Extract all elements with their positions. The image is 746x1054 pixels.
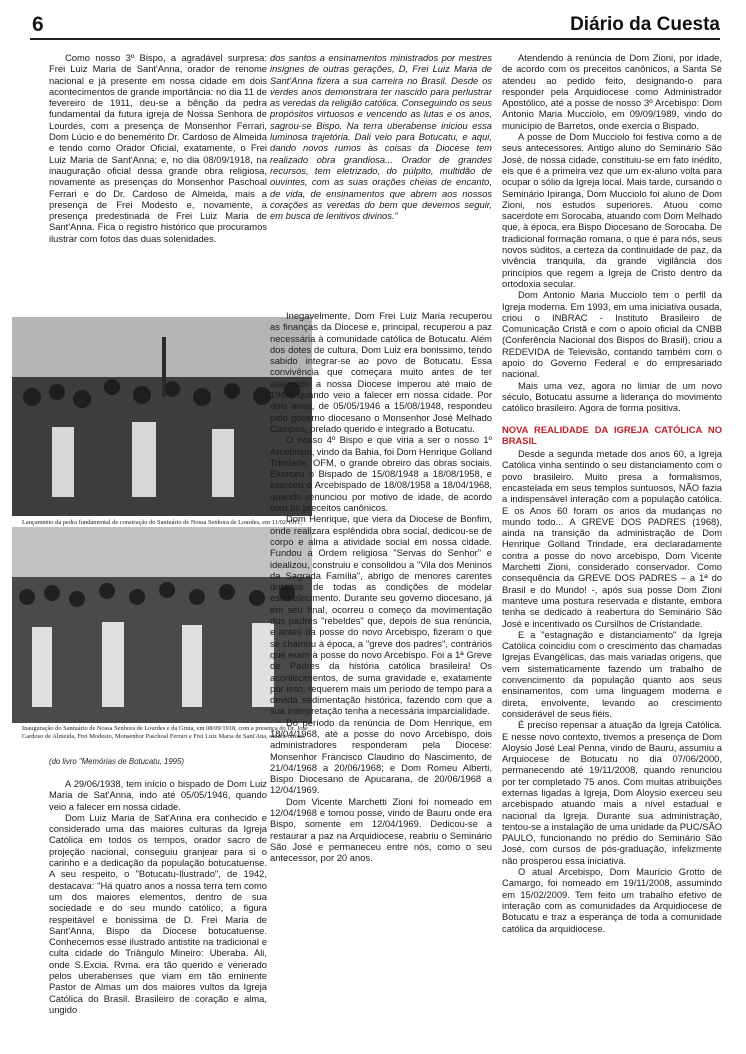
source-note: (do livro "Memórias de Botucatu, 1995) [49, 757, 184, 766]
quote-continuation: dos santos a ensinamentos ministrados por mestres insignes de outras gerações, D, Frei Luiz Maria de Sant'Anna fizera a sua carreira no Brasil. Desde os verdes anos demonstrara ter nascido para perlustrar as veredas da religião católica. Conseguindo os seus propósitos virtuosos e vencendo as lutas e os anos, sagrou-se Bispo. Na terra uberabense iniciou essa luminosa trajetória. Dali veio para Botucatu, e aqui, dando novos rumos às coisas da Diocese tem realizado obra grandiosa... Orador de grandes recursos, tem eletrizado, do púlpito, multidão de ouvintes, com as suas orações cheias de encanto, de vida, de ensinamentos que abrem aos nossos corações as veredas do bem que devemos seguir, em busca de lenitivos divinos." [270, 52, 492, 222]
column-3 [502, 52, 722, 1047]
paragraph: A posse de Dom Mucciolo foi festiva como a de seus antecessores. Antigo aluno do Seminário São José, de nossa cidade, constituiu-se em fato inédito, eis que é a primeira vez que um ex-aluno volta para ocupar o sólio da Igreja local. Mais tarde, cursando o Seminário Ipiranga, Dom Mucciolo foi aluno de Dom Zioni, nos estudos superiores. Atuou como sacerdote em Sorocaba, atuando com Dom Melhado que, à época, era Bispo Diocesano de Sorocaba. De tradicional formação romana, o que é para nós, seus novos súditos, a certeza da continuidade de paz, da vivência tranquila, da grande vigilância dos princípios que regem a Igreja de Cristo dentro da ortodoxia secular. [502, 131, 722, 289]
page-number: 6 [32, 13, 44, 36]
section-heading: NOVA REALIDADE DA IGREJA CATÓLICA NO BRASIL [502, 423, 722, 446]
column-2 [270, 310, 492, 1047]
paragraph: Atendendo à renúncia de Dom Zioni, por idade, de acordo com os preceitos canônicos, a Santa Sé atendeu ao pedido feito, designando-o para responder pela Arquidiocese como Administrador Apostólico, até a posse de nosso 3º Arcebispo: Dom Antonio Maria Mucciolo, em 09/09/1989, vindo do município de Barretos, onde exercia o Bispado. [502, 52, 722, 131]
page-header [30, 12, 720, 40]
inauguration-photo-image [12, 527, 312, 723]
photo-2-caption: Inauguração do Santuário de Nossa Senhora de Lourdes e da Gruta, em 08/09/1918, com a presença do Dr. José Cardoso de Almeida, Frei Modesto, Monsenhor Paschoal Ferrari e Frei Luiz Maria de Sant'Ana, orador oficial. [22, 725, 308, 740]
paragraph: Dom Luiz Maria de Sat'Anna era conhecido e considerado uma das maiores culturas da Igreja Católica em todos os tempos, orador sacro de projeção nacional, conseguiu granjear para si o carinho e a dedicação da população botucatuense. A seu respeito, o "Botucatu-Ilustrado", de 1942, destacava: "Há quatro anos a nossa terra tem como um dos maiores elementos, dentro de sua sociedade e do seu mundo católico, a figura respeitável e bonissima de D. Frei Maria de Sant'Anna, Bispo da Diocese botucatuense. Conhecemos esse ilustrado antistite na tradicional e culta cidade do Triângulo Mineiro: Uberaba. Ali, onde S.Excia. Rvma. era tão querido e venerado pelos uberabenses que viam em tão eminente Pastor de Almas um dos maiores vultos da Igreja Católica do Brasil. Brasileiro de coração e alma, ungido [49, 811, 267, 1015]
paragraph: E a "estagnação e distanciamento" da Igreja Católica coincidiu com o crescimento das chamadas Igrejas Evangélicas, das mais variadas origens, que vem sistematicamente fazendo um trabalho de convencimento da população quanto aos seus ensinamentos, com uma linguagem moderna e direta, envolvente, levando ao crescimento considerável de seus fiéis. [502, 628, 722, 719]
paragraph: A 29/06/1938, tem início o bispado de Dom Luiz Maria de Sat'Anna, indo até 05/05/1946, quando veio a falecer em nossa cidade. [49, 778, 267, 812]
paragraph: O nosso 4º Bispo e que viria a ser o nosso 1º Arcebispo, vindo da Bahia, foi Dom Henrique Golland Trindade, OFM, o grande obreiro das obras sociais. Exerceu o Bispado de 15/08/1948 a 18/08/1958, e exerceu o Arcebispado de 18/08/1958 a 18/04/1968, quando renunciou por motivo de idade, de acordo com os preceitos canônicos. [270, 434, 492, 514]
column-1-top [49, 52, 267, 307]
paragraph: Dom Antonio Maria Mucciolo tem o perfil da Igreja moderna. Em 1993, em uma iniciativa ousada, criou o INBRAC - Instituto Brasileiro de Comunicação Cristã e com o apoio oficial da CNBB (Conferência Nacional dos Bispos do Brasil), criou a REDEVIDA de Televisão, contando também com o apoio do Governo Federal e do empresariado nacional. [502, 289, 722, 380]
publication-title: Diário da Cuesta [570, 14, 720, 35]
column-1-bottom [49, 778, 267, 1048]
paragraph: Do período da renúncia de Dom Henrique, em 18/04/1968, até a posse do novo Arcebispo, dois administradores responderam pela Diocese: Monsenhor Francisco Claudino do Nascimento, de 21/04/1968 a 20/06/1968; e Dom Romeu Alberti, Bispo Diocesano de Apucarana, de 20/06/1968 a 12/04/1969. [270, 716, 492, 796]
paragraph: É preciso repensar a atuação da Igreja Católica. E nesse novo contexto, tivemos a presença de Dom Aloysio José Leal Penna, vindo de Bauru, assumiu a Arquiocese de Botucatu no dia 07/06/2000, permanecendo até 19/11/2008, quando renunciou por ter completado 75 anos. Com muitas atribuições externas ligadas à Igreja, Dom Aloysio exerceu seu arcebispado atuando mais a nível estadual e nacional da Igreja. Durante sua administração, tentou-se a instalação de uma unidade da PUC/SÃO PAULO, funcionando no prédio do Seminário São José, com cursos de pós-graduação, infelizmente não prosperou essa iniciativa. [502, 719, 722, 866]
paragraph: Como nosso 3º Bispo, a agradável surpresa: Frei Luiz Maria de Sant'Anna, orador de renome nacional e já presente em nossa cidade em dois acontecimentos de grande importância: no dia 11 de fevereiro de 1911, deu-se a bênção da pedra fundamental da futura igreja de Nossa Senhora de Lourdes, com a presença de Monsenhor Ferrari, Dom Lúcio e do benemérito Dr. Cardoso de Almeida e tendo como Orador Oficial, exatamente, o Frei Luiz Maria de Sant'Anna; e, no dia 08/09/1918, na inauguração oficial dessa grande obra religiosa, novamente as presenças do Monsenhor Paschoal Ferrari e do Dr. Cardoso de Almeida, mais a presença de Frei Modesto e, novamente, a presença predestinada de Frei Luiz Maria de Sant'Anna. Fica o registro histórico que procuramos ilustrar com fotos das duas solenidades. [49, 52, 267, 244]
paragraph: Dom Vicente Marchetti Zioni foi nomeado em 12/04/1968 e tomou posse, vindo de Bauru onde era Bispo, somente em 12/04/1969. Dedicou-se a restaurar a paz na Arquidiocese, reabriu o Seminário São José e permaneceu entre nós, como o seu antecessor, por 20 anos. [270, 795, 492, 864]
column-2-quote [270, 52, 492, 310]
paragraph: Dom Henrique, que viera da Diocese de Bonfim, onde realizara esplêndida obra social, dedicou-se de corpo e alma a atividade social em nossa cidade. Fundou a Ordem religiosa "Servas do Senhor" e idealizou, construiu e consolidou a "Vila dos Meninos da Sagrada Família", abrigo de menores carentes dotados de todas as condições de modelar estabelecimento. Durante seu governo diocesano, já em seu final, ocorreu o começo da movimentação dos padres "rebeldes" que, depois de sua renúncia, e antes da posse do novo Arcebispo, fizeram o que se chamou à época, a "greve dos padres", contrários que eram à posse do novo Arcebispo. Foi a 1ª Greve de Padres da história católica brasileira! Os acontecimentos, de suma gravidade e, exatamente por isso, requerem mais um período de tempo para a devida sedimentação histórica, fazendo com que a sua interpretação tenha a necessária imparcialidade. [270, 513, 492, 717]
historical-photo-1918 [12, 527, 312, 723]
photo-1-caption: Lançamento da pedra fundamental de construção do Santuário de Nossa Senhora de Lourdes, em 11/02/1911, [22, 519, 302, 526]
historical-photo-1911 [12, 317, 312, 516]
paragraph: Mais uma vez, agora no limiar de um novo século, Botucatu assume a liderança do movimento católico brasileiro. Agora de forma positiva. [502, 379, 722, 414]
paragraph: O atual Arcebispo, Dom Maurício Grotto de Camargo, foi nomeado em 19/11/2008, assumindo em 15/02/2009. Tem feito um trabalho efetivo de interação com as comunidades da Arquidiocese de Botucatu e traz a esperança de toda a comunidade católica da arquidiocese. [502, 866, 722, 934]
paragraph: Inegavelmente, Dom Frei Luiz Maria recuperou as finanças da Diocese e, principal, recuperou a paz necessária à comunidade católica de Botucatu. Além dos dotes de cultura, Dom Luiz era bonissimo, tendo sabido integrar-se ao povo de Botucatu. Essa convivência que começara muito antes de ter assumido a nossa Diocese imperou até maio de 1946, quando veio a falecer em nossa cidade. Por dois anos, de 05/05/1946 a 15/08/1948, respondeu pelo governo diocesano o Monsenhor José Melhado Campos, prelado querido e integrado a Botucatu. [270, 310, 492, 434]
paragraph: Desde a segunda metade dos anos 60, a Igreja Católica vinha sentindo o seu distanciamento com o povo brasileiro. Muito presa a formalismos, encastelada em seus templos suntuosos, NÃO fazia a indispensável interação com a população católica. E os Anos 60 foram os anos da mudanças no mundo todo... A GREVE DOS PADRES (1968), ainda na transição da administração de Dom Henrique Golland Trindade, era declaradamente contra a posse do novo arcebispo, Dom Vicente Marchetti Zioni, considerado conservador. Como consequência da GREVE DOS PADRES – a 1ª do Brasil e do Mundo! -, após sua posse Dom Zioni manteve uma postura reservada e distante, embora tenha se dedicado à reabertura do Seminário São José e incentivado os Cursilhos de Cristandade. [502, 448, 722, 629]
crowd-photo-image [12, 317, 312, 516]
